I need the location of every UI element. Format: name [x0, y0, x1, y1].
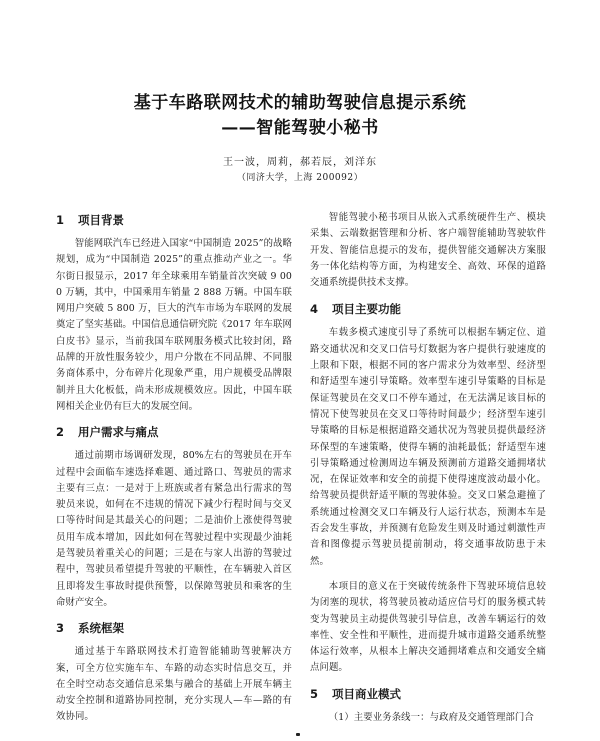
- body-paragraph: 智能驾驶小秘书项目从嵌入式系统硬件生产、模块采集、云端数据管理和分析、客户端智能辅助驾驶软件开发、智能信息提示的发布，提供智能交通解决方案服务一体化结构等方面，为构建安全、高效、环保的道路交通系统提供技术支撑。: [310, 212, 546, 289]
- body-paragraph: 本项目的意义在于突破传统条件下驾驶环境信息较为闭塞的现状，将驾驶员被动适应信号灯的服务模式转变为驾驶员主动提供驾驶引导信息，改善车辆运行的效率性、安全性和平顺性，进而提升城市道路交通系统整体运行效率，从根本上解决交通拥堵难点和交通安全痛点问题。: [310, 580, 546, 674]
- page-number-mark: [296, 733, 300, 736]
- body-paragraph: （1）主要业务条线一：与政府及交通管理部门合: [328, 711, 534, 723]
- paper-title: 基于车路联网技术的辅助驾驶信息提示系统: [133, 93, 467, 113]
- paper-subtitle: ——智能驾驶小秘书: [221, 118, 379, 138]
- section-heading-framework: [56, 620, 292, 636]
- section-number: 5: [310, 686, 319, 701]
- section-heading-business-model: [310, 686, 546, 702]
- section-title: 项目背景: [78, 213, 124, 227]
- section-heading-functions: [310, 301, 546, 317]
- section-title: 项目主要功能: [332, 302, 401, 317]
- affiliation: （同济大学，上海 200092）: [236, 173, 364, 183]
- section-number: 4: [310, 302, 319, 317]
- section-number: 3: [56, 621, 65, 636]
- right-column: [310, 210, 546, 735]
- left-column: [56, 210, 292, 735]
- section-title: 项目商业模式: [332, 686, 401, 701]
- author-list: 王一波，周莉，郝若辰，刘洋东: [223, 157, 377, 168]
- section-heading-user-needs: [56, 424, 292, 440]
- section-title: 用户需求与痛点: [78, 425, 159, 440]
- section-heading-background: [56, 212, 292, 228]
- body-paragraph: 车载多模式速度引导了系统可以根据车辆定位、道路交通状况和交叉口信号灯数据为客户提供行驶速度的上限和下限，根据不同的客户需求分为效率型、经济型和舒适型车速引导策略。效率型车速引导策略的目标是保证驾驶员在交叉口不停车通过，在无法满足该目标的情况下使驾驶员在交叉口等待时间最少；经济型车速引导策略的目标是根据道路交通状况为驾驶员提供最经济环保型的车速策略，使得车辆的油耗最低；舒适型车速引导策略通过检测周边车辆及预测前方道路交通拥堵状况，在保证效率和安全的前提下使得速度波动最小化。给驾驶员提供舒适平顺的驾驶体验。交叉口紧急避撞了系统通过检测交叉口车辆及行人运行状态，预测本车是否会发生事故，并预测有危险发生则及时通过刺激性声音和图像提示驾驶员提前制动，将交通事故防患于未然。: [310, 327, 546, 567]
- section-title: 系统框架: [78, 621, 124, 636]
- section-number: 1: [56, 213, 65, 227]
- body-paragraph: 通过基于车路联网技术打造智能辅助驾驶解决方案，可全方位实施车车、车路的动态实时信息交互，并在全时空动态交通信息采集与融合的基础上开展车辆主动安全控制和道路协同控制，充分实现人—车—路的有效协同。: [56, 646, 292, 723]
- section-number: 2: [56, 425, 65, 440]
- body-paragraph: 智能网联汽车已经进入国家“中国制造 2025”的战略规划，成为“中国制造 2025”的重点推动产业之一。华尔街日报显示，2017 年全球乘用车销量首次突破 9 000 万辆，其中，中国乘用车销量 2 888 万辆。中国车联网用户突破 5 800 万，巨大的汽车市场为车联网的发展奠定了坚实基础。中国信息通信研究院《2017 年车联网白皮书》显示，当前我国车联网服务模式比较封闭，路品牌的开放性服务较少，用户分散在不同品牌、不同服务商体系中，分布碎片化现象严重，用户规模受品牌限制并且大化板低，尚未形成规模效应。因此，中国车联网相关企业仍有巨大的发展空间。: [56, 238, 292, 412]
- body-paragraph: 通过前期市场调研发现，80%左右的驾驶员在开车过程中会面临车速选择难题、通过路口、驾驶员的需求主要有三点：一是对于上班族或者有紧急出行需求的驾驶员来说，如何在不违规的情况下减少行程时间与交叉口等待时间是其最关心的问题；二是油价上涨使得驾驶员用车成本增加，因此如何在驾驶过程中实现最少油耗是驾驶员着重关心的问题；三是在与家人出游的驾驶过程中，驾驶员希望提升驾驶的平顺性，在车辆驶入首区且即将发生事故时提供预警，以保障驾驶员和乘客的生命财产安全。: [56, 450, 292, 608]
